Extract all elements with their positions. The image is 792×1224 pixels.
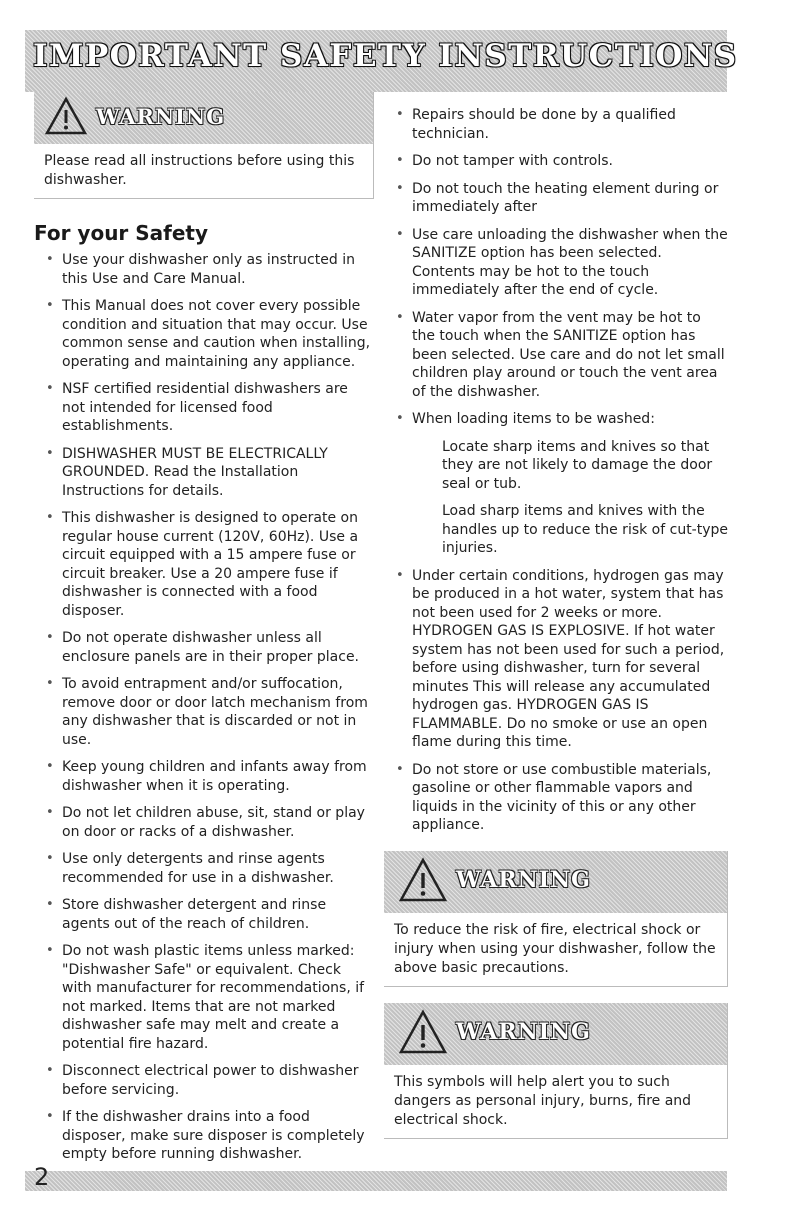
list-item: • This dishwasher is designed to operate on regular house current (120V, 60Hz). Use a circuit equipped with a 15 ampere fuse or circuit breaker. Use a 20 ampere fuse if dishwasher is connected with a food disposer. (34, 509, 374, 620)
warning-box-intro (34, 92, 374, 199)
list-item: • Use your dishwasher only as instructed in this Use and Care Manual. (34, 251, 374, 288)
left-column (34, 92, 374, 1173)
loading-note: Load sharp items and knives with the handles up to reduce the risk of cut-type injuries. (442, 503, 729, 556)
warning-label: WARNING (456, 866, 591, 893)
warning-header (34, 92, 373, 144)
list-item: • Use care unloading the dishwasher when the SANITIZE option has been selected. Contents may be hot to the touch immediately after the end of cycle. (384, 226, 728, 300)
page-title: IMPORTANT SAFETY INSTRUCTIONS (33, 38, 738, 74)
list-item: • When loading items to be washed: (384, 410, 728, 429)
list-item: • To avoid entrapment and/or suffocation, remove door or door latch mechanism from any dishwasher that is discarded or not in use. (34, 675, 374, 749)
warning-box-symbols (384, 1003, 728, 1139)
loading-note: Locate sharp items and knives so that they are not likely to damage the door seal or tub. (442, 438, 713, 492)
warning-label: WARNING (96, 104, 226, 129)
list-item: • If the dishwasher drains into a food disposer, make sure disposer is completely empty before running dishwasher. (34, 1108, 374, 1164)
list-item: • This Manual does not cover every possible condition and situation that may occur. Use common sense and caution when installing, operating and maintaining any appliance. (34, 297, 374, 371)
list-item: • Water vapor from the vent may be hot to the touch when the SANITIZE option has been selected. Use care and do not let small children play around or touch the vent area of the dishwasher. (384, 309, 728, 402)
section-title: For your Safety (34, 221, 209, 245)
list-item: • NSF certified residential dishwashers are not intended for licensed food establishments. (34, 380, 374, 436)
list-item: • Disconnect electrical power to dishwasher before servicing. (34, 1062, 374, 1099)
list-item: • Do not operate dishwasher unless all enclosure panels are in their proper place. (34, 629, 374, 666)
list-item: • Do not let children abuse, sit, stand or play on door or racks of a dishwasher. (34, 804, 374, 841)
list-item: • Under certain conditions, hydrogen gas may be produced in a hot water, system that has not been used for 2 weeks or more. HYDROGEN GAS IS EXPLOSIVE. If hot water system has not been used for such a period, before using dishwasher, turn for several minutes This will release any accumulated hydrogen gas. HYDROGEN GAS IS FLAMMABLE. Do no smoke or use an open flame during this time. (384, 567, 728, 752)
warning-triangle-icon (398, 857, 448, 903)
safety-list-right-a (384, 106, 728, 429)
right-column (384, 106, 728, 1139)
safety-list-left (34, 251, 374, 1164)
list-item: • Repairs should be done by a qualified technician. (384, 106, 728, 143)
warning-triangle-icon (398, 1009, 448, 1055)
page-number: 2 (34, 1163, 50, 1191)
safety-list-right-b (384, 567, 728, 835)
warning-header (384, 851, 727, 913)
warning-triangle-icon (44, 96, 88, 136)
list-item: • Do not touch the heating element during or immediately after (384, 180, 728, 217)
list-item: • DISHWASHER MUST BE ELECTRICALLY GROUNDED. Read the Installation Instructions for details. (34, 445, 374, 501)
title-banner (25, 30, 738, 92)
warning-text: This symbols will help alert you to such dangers as personal injury, burns, fire and electrical shock. (394, 1073, 692, 1128)
list-item: • Store dishwasher detergent and rinse agents out of the reach of children. (34, 896, 374, 933)
warning-text: Please read all instructions before using this dishwasher. (44, 153, 355, 188)
warning-box-fire (384, 851, 728, 987)
list-item: • Keep young children and infants away from dishwasher when it is operating. (34, 758, 374, 795)
list-item: • Do not wash plastic items unless marked: "Dishwasher Safe" or equivalent. Check with manufacturer for recommendations, if not marked. Items that are not marked dishwasher safe may melt and create a potential fire hazard. (34, 942, 374, 1053)
warning-header (384, 1003, 727, 1065)
warning-label: WARNING (456, 1018, 591, 1045)
warning-text: To reduce the risk of fire, electrical shock or injury when using your dishwasher, follow the above basic precautions. (394, 921, 716, 976)
footer-bar (25, 1171, 727, 1191)
list-item: • Use only detergents and rinse agents recommended for use in a dishwasher. (34, 850, 374, 887)
list-item: • Do not store or use combustible materials, gasoline or other flammable vapors and liquids in the vicinity of this or any other appliance. (384, 761, 728, 835)
list-item: • Do not tamper with controls. (384, 152, 728, 171)
